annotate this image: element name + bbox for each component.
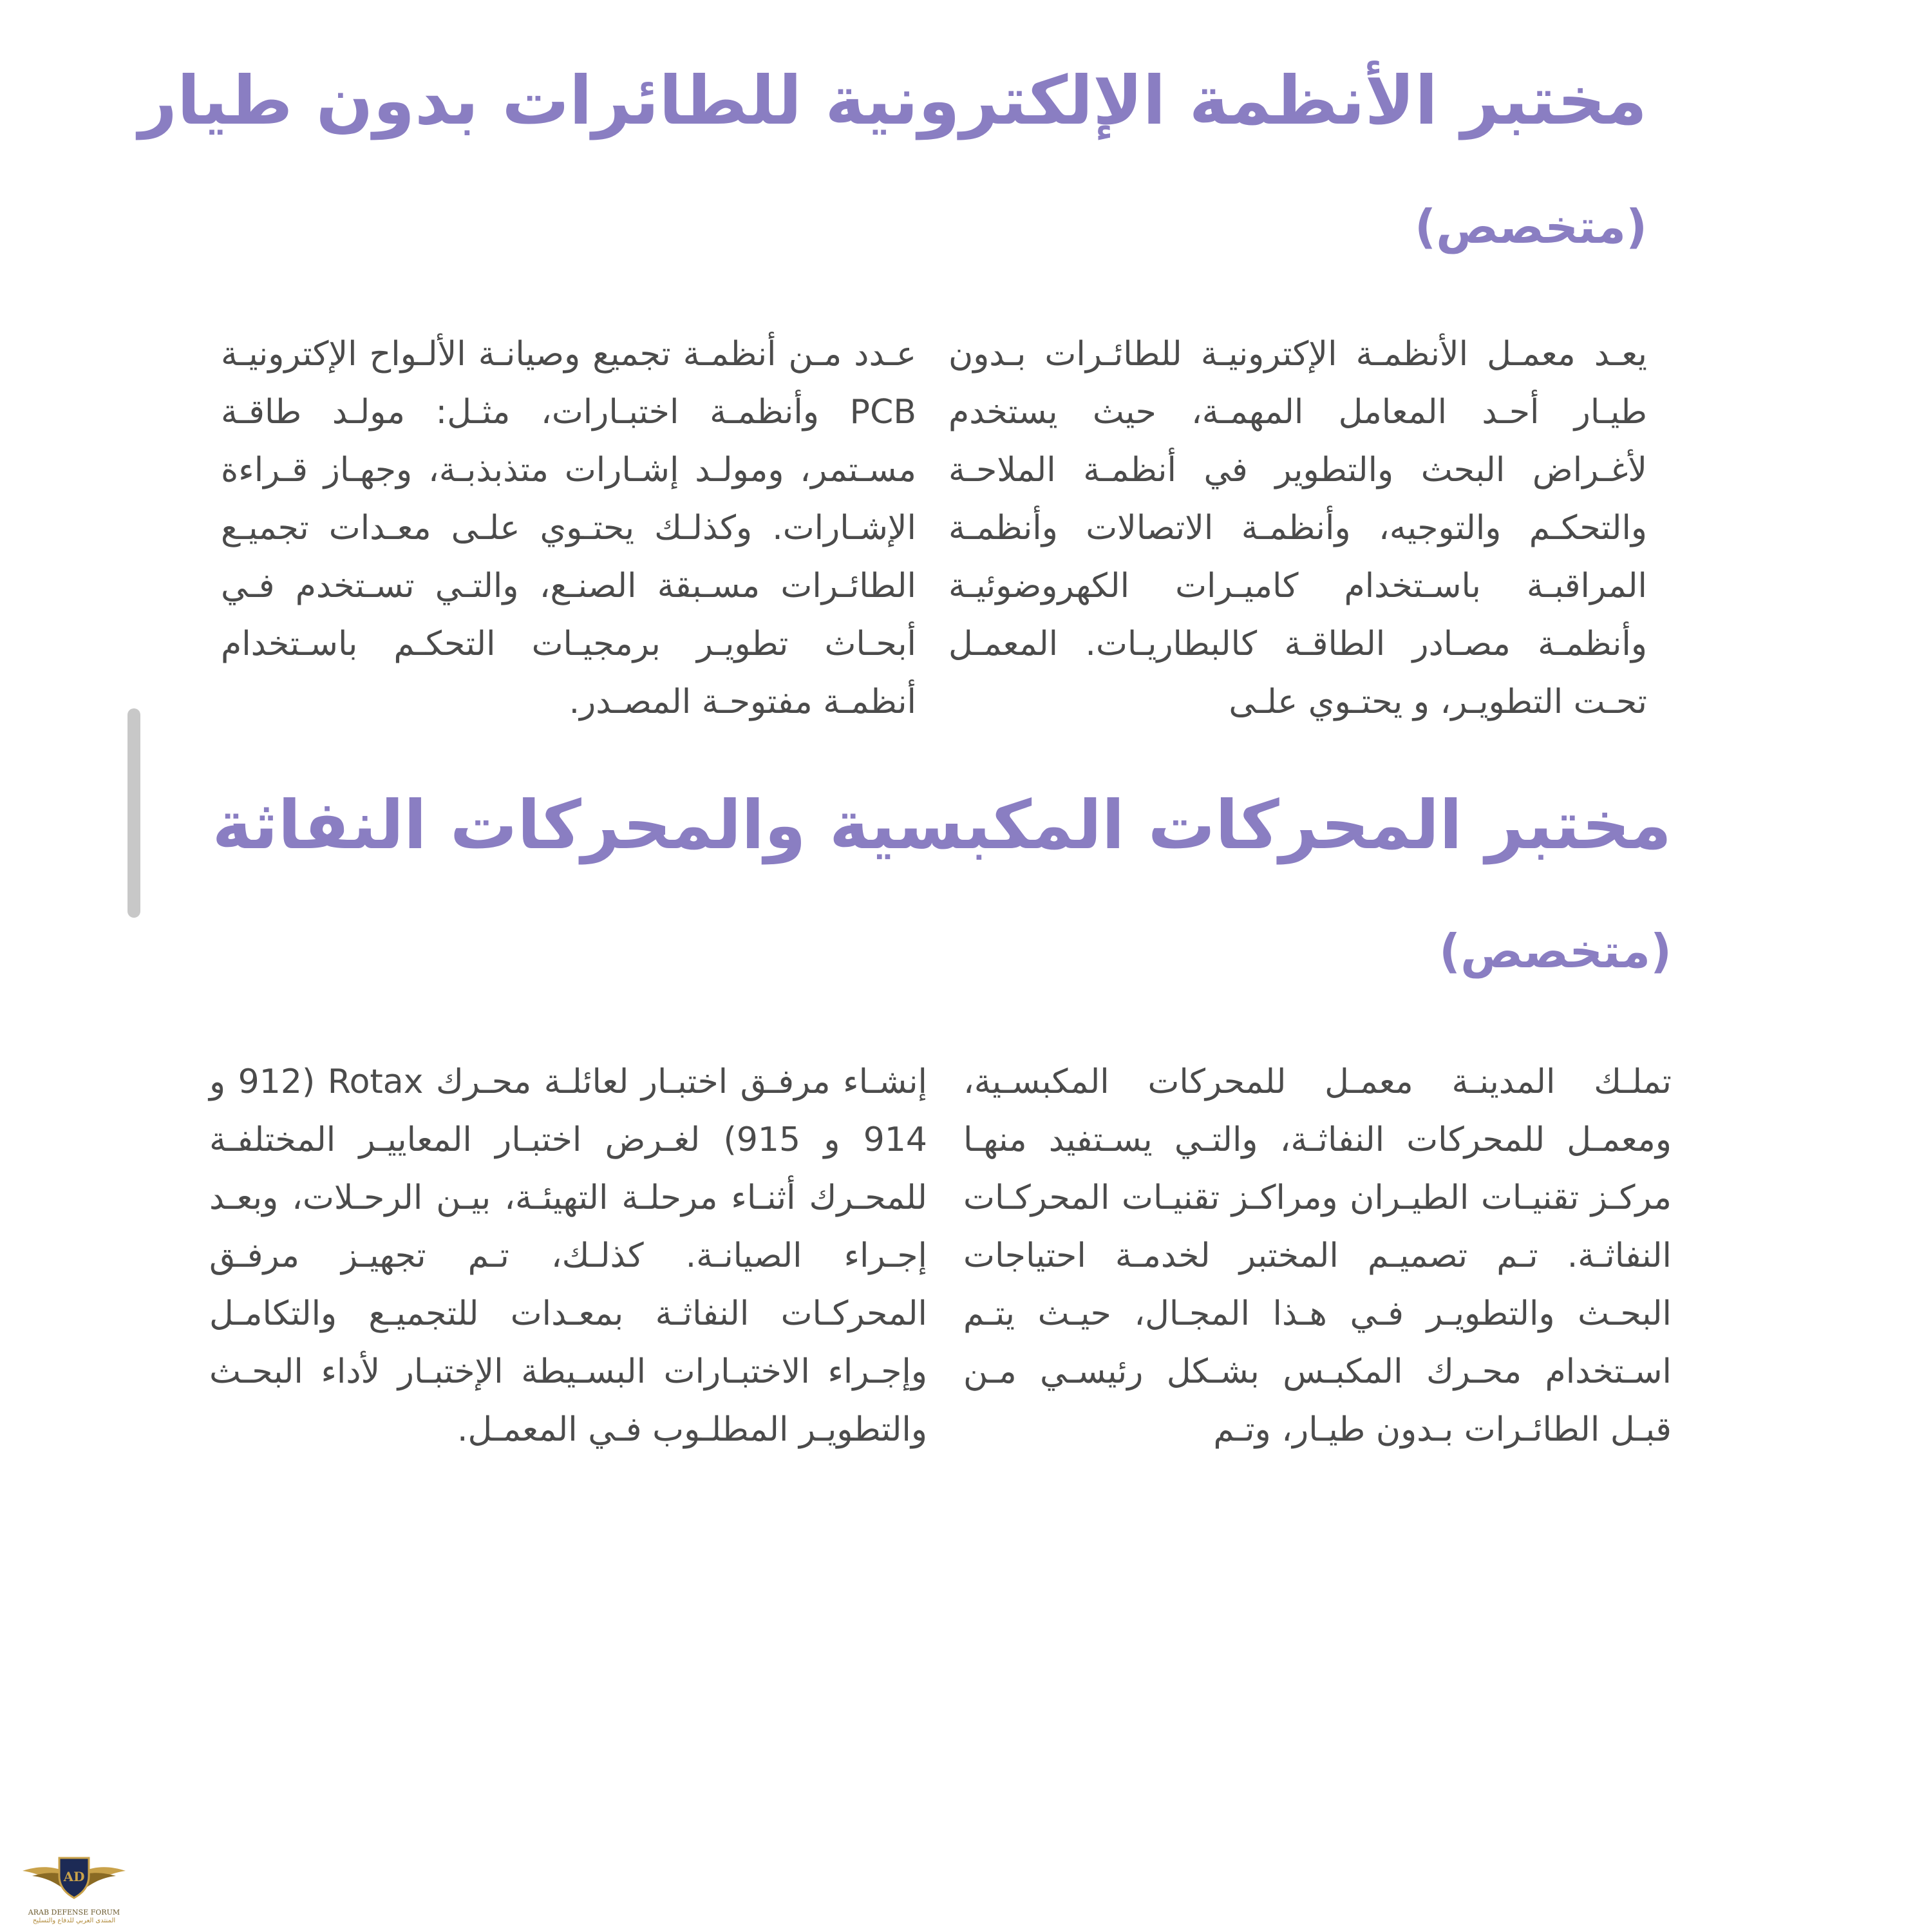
scrollbar-thumb[interactable]: [127, 708, 140, 918]
section-subtitle: (متخصص): [1439, 924, 1672, 978]
svg-text:AD: AD: [63, 1869, 85, 1884]
eagle-shield-logo-icon: [19, 1852, 129, 1909]
body-column-left: إنشـاء مرفـق اختبـار لعائلـة محـرك Rotax (912 و 914 و 915) لغـرض اختبـار المعاييـر المختلفـة للمحـرك أثنـاء مرحلـة التهيئـة، بيـن الرحـلات، وبعـد إجـراء الصيانـة. كذلـك، تـم تجهيـز مرفـق المحركـات النفاثـة بمعـدات للتجميـع والتكامـل وإجـراء الاختبـارات البسـيطة الإختبـار لأداء البحـث والتطويـر المطلـوب فـي المعمـل.: [209, 1063, 927, 1449]
body-column-left: عـدد مـن أنظمـة تجميع وصيانـة الألـواح الإكترونيـة PCB وأنظمـة اختبـارات، مثـل: مولـد طاقـة مسـتمر، ومولـد إشـارات متذبذبـة، وجهـاز قـراءة الإشـارات. وكذلـك يحتـوي علـى معـدات تجميـع الطائـرات مسـبقة الصنـع، والتـي تسـتخدم فـي أبحـاث تطويـر برمجيـات التحكـم باسـتخدام أنظمـة مفتوحـة المصـدر.: [221, 335, 916, 721]
section-title: مختبر المحركات المكبسية والمحركات النفاثة: [212, 786, 1672, 864]
watermark-name: ARAB DEFENSE FORUM: [28, 1908, 120, 1917]
arab-defense-forum-watermark: [19, 1852, 129, 1926]
section-title: مختبر الأنظمة الإلكترونية للطائرات بدون طيار: [138, 61, 1647, 140]
section-subtitle: (متخصص): [1415, 200, 1647, 254]
body-column-right: يعـد معمـل الأنظمـة الإكترونيـة للطائـرات بـدون طيـار أحـد المعامل المهمـة، حيث يستخدم لأغـراض البحث والتطوير في أنظمـة الملاحـة والتحكـم والتوجيه، وأنظمـة الاتصالات وأنظمـة المراقبـة باسـتخدام كاميـرات الكهروضوئيـة وأنظمـة مصـادر الطاقـة كالبطاريـات. المعمـل تحـت التطويـر، و يحتـوي علـى: [948, 335, 1647, 721]
watermark-subtitle: المنتدى العربي للدفاع والتسليح: [32, 1917, 116, 1924]
body-column-right: تملـك المدينـة معمـل للمحركات المكبسـية، ومعمـل للمحركات النفاثـة، والتـي يسـتفيد منهـا مركـز تقنيـات الطيـران ومراكـز تقنيـات المحركـات النفاثـة. تـم تصميـم المختبر لخدمـة احتياجات البحـث والتطويـر فـي هـذا المجـال، حيـث يتـم اسـتخدام محـرك المكبـس بشـكل رئيسـي مـن قبـل الطائـرات بـدون طيـار، وتـم: [963, 1063, 1672, 1449]
